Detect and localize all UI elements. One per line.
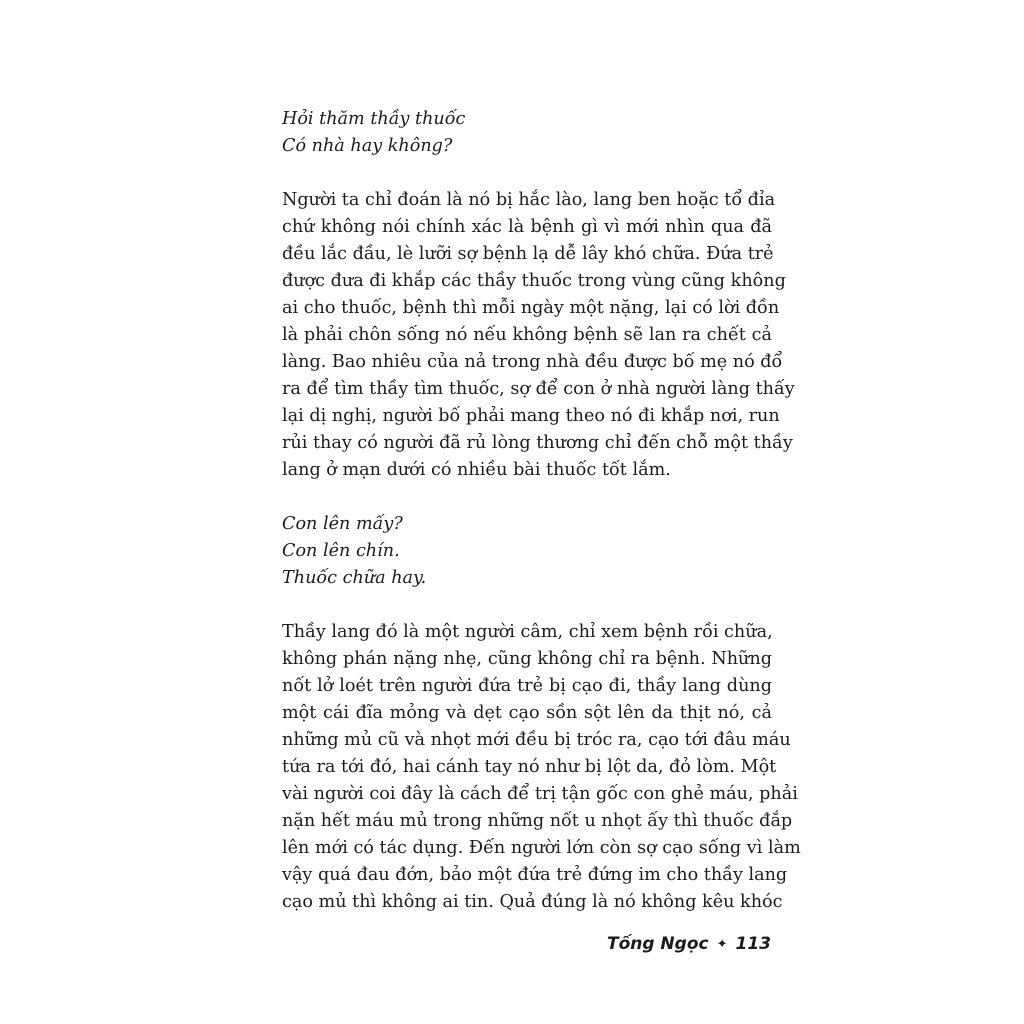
text-line: lên mới có tác dụng. Đến người lớn còn sợ cạo sống vì làm <box>282 838 801 858</box>
text-line: Thầy lang đó là một người câm, chỉ xem bệnh rồi chữa, <box>282 622 773 642</box>
text-line: cạo mủ thì không ai tin. Quả đúng là nó không kêu khóc <box>282 892 783 912</box>
text-line: vài người coi đây là cách để trị tận gốc con ghẻ máu, phải <box>282 784 798 804</box>
verse-line: Có nhà hay không? <box>282 136 453 156</box>
page-number: 113 <box>735 934 771 954</box>
paragraph-2 <box>254 619 801 916</box>
verse-line: Hỏi thăm thầy thuốc <box>282 109 466 129</box>
footer-author: Tống Ngọc <box>606 934 709 954</box>
verse-line: Con lên mấy? <box>282 514 403 534</box>
text-line: lang ở mạn dưới có nhiều bài thuốc tốt lắm. <box>282 460 671 480</box>
text-line: làng. Bao nhiêu của nả trong nhà đều được bố mẹ nó đổ <box>282 352 783 372</box>
paragraph-1 <box>254 187 795 484</box>
text-line: là phải chôn sống nó nếu không bệnh sẽ lan ra chết cả <box>282 325 772 345</box>
text-line: những mủ cũ và nhọt mới đều bị tróc ra, cạo tới đâu máu <box>282 730 791 750</box>
text-line: không phán nặng nhẹ, cũng không chỉ ra bệnh. Những <box>282 649 772 669</box>
text-line: tứa ra tới đó, hai cánh tay nó như bị lột da, đỏ lòm. Một <box>282 757 777 777</box>
text-line: ra để tìm thầy tìm thuốc, sợ để con ở nhà người làng thấy <box>282 379 795 399</box>
text-line: nặn hết máu mủ trong những nốt u nhọt ấy thì thuốc đắp <box>282 811 793 831</box>
star-separator-icon: ✦ <box>716 936 728 952</box>
text-line: ai cho thuốc, bệnh thì mỗi ngày một nặng, lại có lời đồn <box>282 298 780 318</box>
verse-line: Con lên chín. <box>282 541 400 561</box>
verse-stanza-2 <box>254 511 772 592</box>
stanza-gap <box>254 484 772 511</box>
text-line: một cái đĩa mỏng và dẹt cạo sồn sột lên da thịt nó, cả <box>282 703 772 723</box>
text-line: vậy quá đau đớn, bảo một đứa trẻ đứng im cho thầy lang <box>282 865 788 885</box>
text-line: rủi thay có người đã rủ lòng thương chỉ đến chỗ một thầy <box>282 433 793 453</box>
verse-stanza-1 <box>254 106 772 160</box>
text-line: lại dị nghị, người bố phải mang theo nó đi khắp nơi, run <box>282 406 780 426</box>
verse-line: Thuốc chữa hay. <box>282 568 427 588</box>
stanza-gap <box>254 592 772 619</box>
text-line: đều lắc đầu, lè lưỡi sợ bệnh lạ dễ lây khó chữa. Đứa trẻ <box>282 244 774 264</box>
running-footer <box>607 934 771 954</box>
stanza-gap <box>254 160 772 187</box>
text-line: được đưa đi khắp các thầy thuốc trong vùng cũng không <box>282 271 786 291</box>
text-line: chứ không nói chính xác là bệnh gì vì mới nhìn qua đã <box>282 217 772 237</box>
text-line: nốt lở loét trên người đứa trẻ bị cạo đi, thầy lang dùng <box>282 676 772 696</box>
text-line: Người ta chỉ đoán là nó bị hắc lào, lang ben hoặc tổ đỉa <box>282 190 776 210</box>
body-text <box>254 106 801 916</box>
